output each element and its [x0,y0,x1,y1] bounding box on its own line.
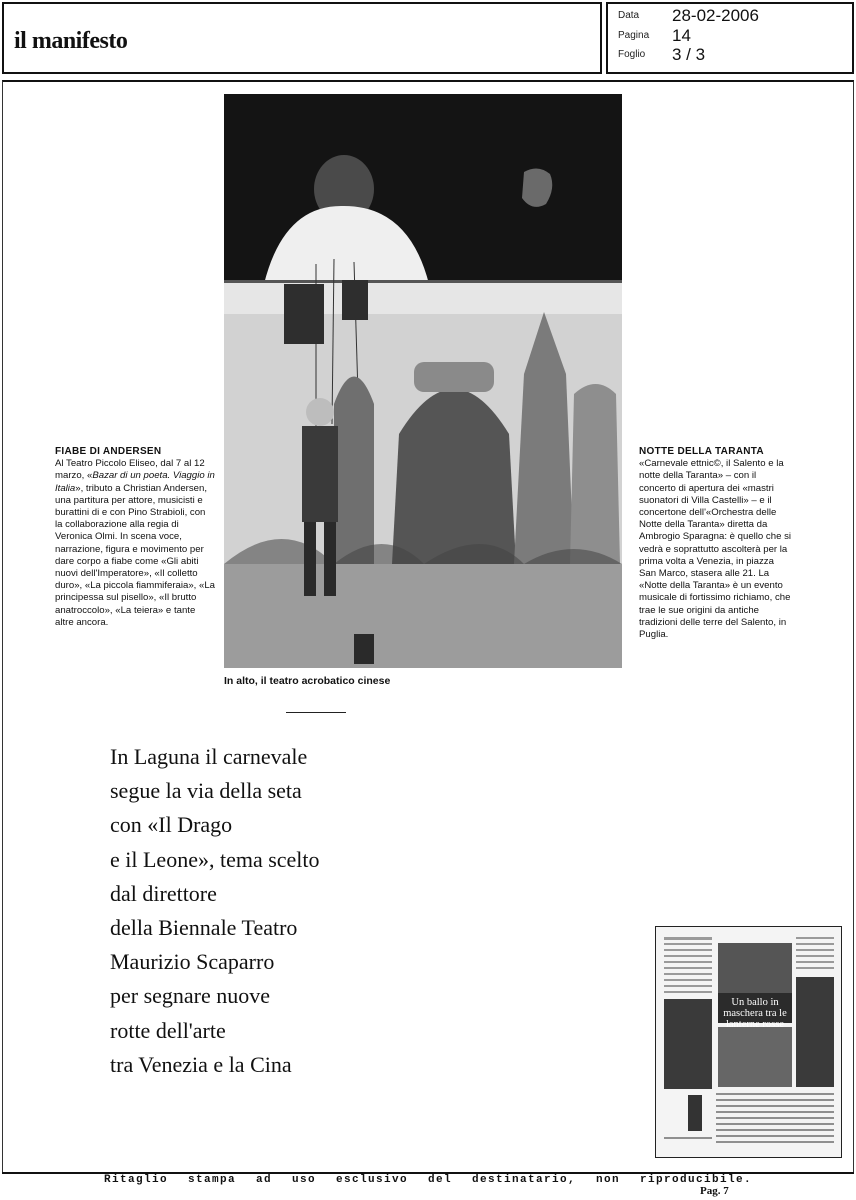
pull-quote-line: Maurizio Scaparro [110,949,275,975]
sheet-label: Foglio [618,49,646,60]
pull-quote-line: In Laguna il carnevale [110,744,308,769]
metadata-box [606,2,854,74]
pull-quote-line: segue la via della seta [110,778,302,804]
taranta-column [639,446,791,641]
thumbnail-layout-image [656,927,841,1157]
show-title: Bazar di un poeta. Viaggio in Italia [55,470,215,494]
pull-quote-line: e il Leone», tema scelto [110,846,320,872]
pull-quote [110,740,470,1082]
pull-quote-line: tra Venezia e la Cina [110,1051,292,1077]
newspaper-masthead: il manifesto [14,28,128,54]
page-value: 14 [672,26,691,45]
andersen-column [55,446,215,629]
date-value: 28-02-2006 [672,6,759,25]
pull-quote-line: dal direttore [110,880,217,906]
page-label: Pagina [618,30,650,41]
copyright-notice: Ritaglio stampa ad uso esclusivo del destinatario, non riproducibile. [103,1174,753,1186]
page-thumbnail [655,926,842,1158]
pull-quote-line: rotte dell'arte [110,1017,226,1043]
sheet-value: 3 / 3 [672,45,706,64]
pull-quote-line: con «Il Drago [110,812,233,838]
article-photo [224,94,622,668]
thumbnail-headline: Un ballo in maschera tra le lanterne rosse [723,997,787,1030]
date-label: Data [618,10,640,21]
andersen-heading: FIABE DI ANDERSEN [55,446,162,457]
taranta-text: «Carnevale ettnic©, il Salento e la notte della Taranta» – con il concerto di apertura dei «mastri suonatori di Villa Castelli» – e il concertone dell'«Orchestra delle Notte della Taranta» diretta da Ambrogio Sparagna: è quello che si vedrà e soprattutto ascolterà per la prima volta a Venezia, in piazza San Marco, stasera alle 21. La «Notte della Taranta» è un evento musicale di fortissimo richiamo, che trae le sue origini da antiche tradizioni delle terre del Salento, in Puglia. [639,458,791,641]
page-number: Pag. 7 [700,1185,729,1197]
photo-caption: In alto, il teatro acrobatico cinese [224,675,391,687]
andersen-text: Al Teatro Piccolo Eliseo, dal 7 al 12 marzo, «Bazar di un poeta. Viaggio in Italia», tributo a Christian Andersen, una partitura per attore, musicisti e burattini di e con Pino Strabioli, con la collaborazione alla regia di Veronica Olmi. In scena voce, narrazione, figura e movimento per dare corpo a fiabe come «Gli abiti nuovi dell'Imperatore», «Il colletto duro», «La piccola fiammiferaia», «La principessa sul pisello», «Il brutto anatroccolo», «La teiera» e tante altre ancora. [55,458,215,628]
taranta-heading: NOTTE DELLA TARANTA [639,446,764,457]
pull-quote-line: della Biennale Teatro [110,915,298,941]
puppet-theatre-image [224,94,622,668]
divider-rule [286,712,346,713]
pull-quote-line: per segnare nuove [110,983,271,1009]
